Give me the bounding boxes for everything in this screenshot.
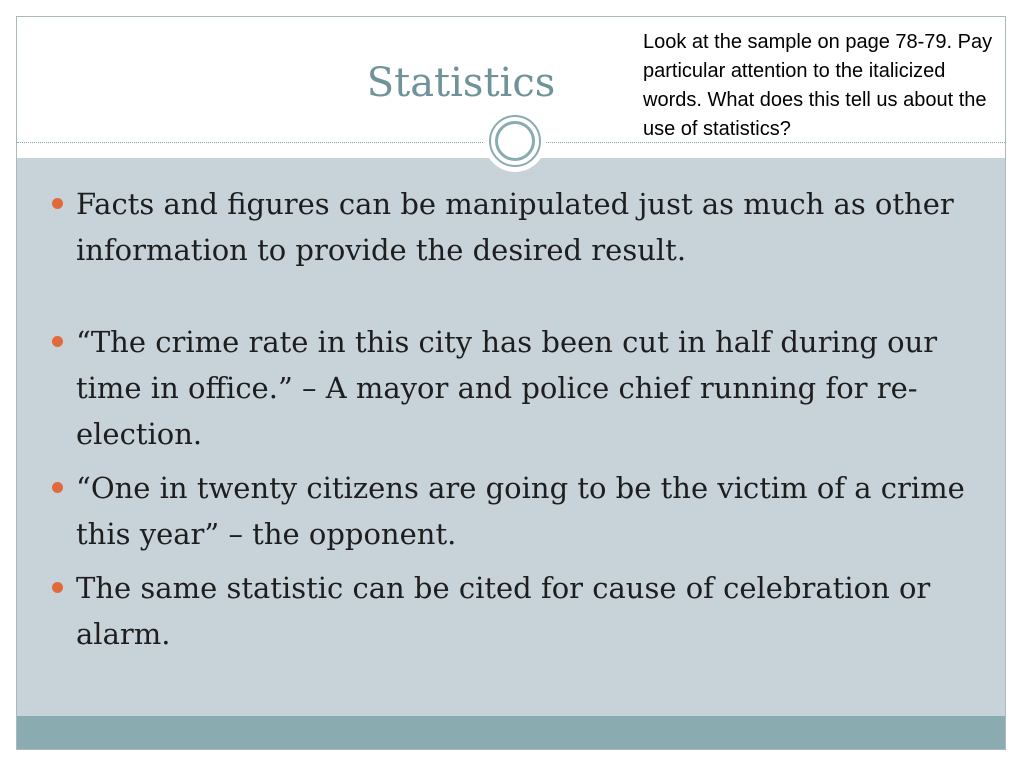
- list-item: [51, 565, 991, 657]
- slide-title: Statistics: [366, 60, 556, 106]
- list-item-text: Facts and figures can be manipulated just as much as other information to provide the desired result.: [76, 187, 954, 267]
- footer-bar: [17, 716, 1005, 750]
- list-item: [51, 465, 991, 557]
- list-item-text: “One in twenty citizens are going to be the victim of a crime this year” – the opponent.: [76, 471, 965, 551]
- bullet-dot-icon: [52, 336, 63, 347]
- circle-ornament-inner-ring: [495, 121, 535, 161]
- list-item-text: “The crime rate in this city has been cut in half during our time in office.” – A mayor and police chief running for re-election.: [76, 325, 938, 451]
- list-item: [51, 181, 991, 273]
- bullet-dot-icon: [52, 482, 63, 493]
- bullet-list: [51, 181, 991, 657]
- bullet-dot-icon: [52, 582, 63, 593]
- slide: [16, 16, 1006, 750]
- list-item-text: The same statistic can be cited for cause of celebration or alarm.: [76, 571, 931, 651]
- instruction-note: Look at the sample on page 78-79. Pay particular attention to the italicized words. What does this tell us about the use of statistics?: [643, 31, 993, 140]
- list-item: [51, 319, 991, 457]
- bullet-dot-icon: [52, 198, 63, 209]
